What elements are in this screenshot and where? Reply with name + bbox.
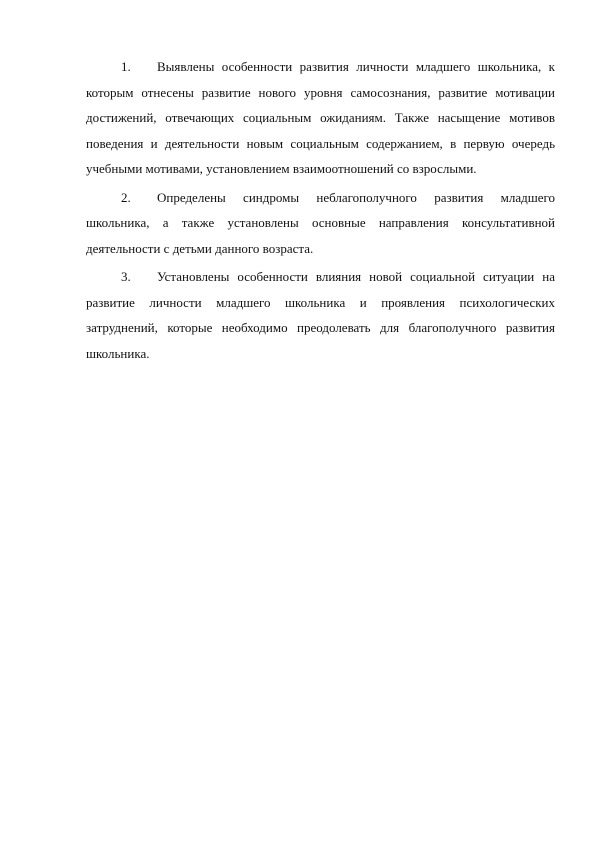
list-item-number: 2. bbox=[121, 189, 131, 205]
list-item-text: Выявлены особенности развития личности младшего школьника, к которым отнесены развитие нового уровня самосознания, развитие мотивации достижений, отвечающих социальным ожиданиям. Также насыщение мотивов поведения и деятельности новым социальным содержанием, в первую очередь учебными мотивами, установлением взаимоотношений со взрослыми. bbox=[86, 59, 555, 176]
list-item-1 bbox=[86, 54, 555, 182]
list-item-text: Определены синдромы неблагополучного развития младшего школьника, а также установлены основные направления консультативной деятельности с детьми данного возраста. bbox=[86, 189, 555, 256]
document-body bbox=[86, 54, 555, 369]
list-item-3 bbox=[86, 264, 555, 366]
list-item-2 bbox=[86, 185, 555, 262]
list-item-number: 1. bbox=[121, 59, 131, 74]
list-item-text: Установлены особенности влияния новой социальной ситуации на развитие личности младшего школьника и проявления психологических затруднений, которые необходимо преодолевать для благополучного развития школьника. bbox=[86, 269, 555, 361]
list-item-number: 3. bbox=[121, 269, 131, 284]
